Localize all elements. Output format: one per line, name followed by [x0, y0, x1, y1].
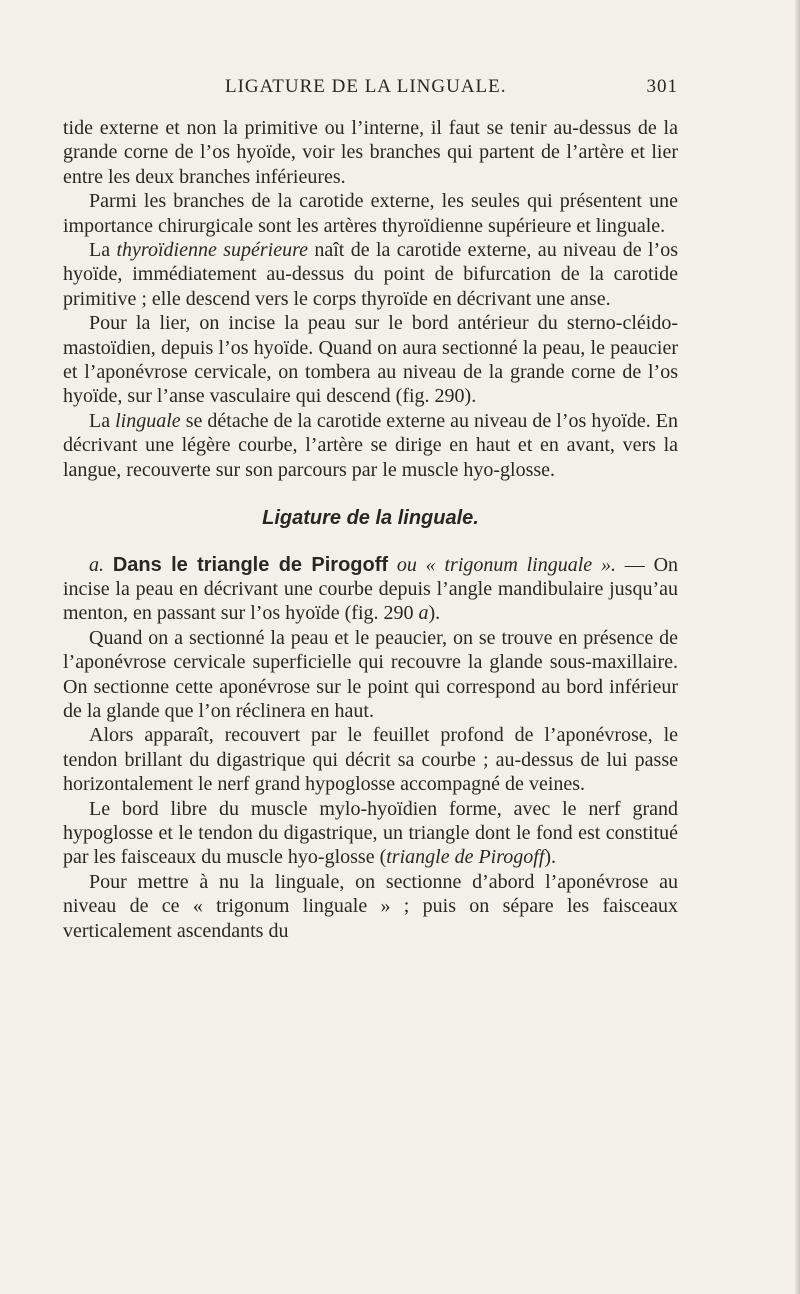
page-edge-shadow	[794, 0, 800, 1294]
paragraph-4: Pour la lier, on incise la peau sur le bord antérieur du sterno-cléido-mastoïdien, depuis l’os hyoïde. Quand on aura sectionné la peau, le peaucier et l’aponévrose cervicale, on tombera au niveau de la grande corne de l’os hyoïde, sur l’anse vasculaire qui descend (fig. 290).	[63, 312, 678, 408]
figure-letter: a	[418, 602, 429, 625]
paragraph-5-rest: se détache de la carotide externe au niveau de l’os hyoïde. En décrivant une légère courbe, l’artère se dirige en haut et en avant, vers la langue, recouverte sur son parcours par le muscle hyo-glosse.	[63, 409, 678, 481]
paragraph-6-ou: ou	[388, 553, 426, 576]
term-trigonum-linguale: « trigonum linguale ».	[425, 553, 616, 576]
paragraph-3-start: La	[89, 239, 117, 262]
paragraph-6-end: ).	[428, 602, 441, 625]
paragraph-5-start: La	[89, 409, 116, 432]
running-title: LIGATURE DE LA LINGUALE.	[225, 76, 507, 97]
paragraph-2: Parmi les branches de la carotide externe, les seules qui présentent une importance chirurgicale sont les artères thyroïdienne supérieure et linguale.	[63, 190, 678, 237]
paragraph-7: Quand on a sectionné la peau et le peaucier, on se trouve en présence de l’aponévrose cervicale superficielle qui recouvre la glande sous-maxillaire. On sectionne cette aponévrose sur le point qui correspond au bord inférieur de la glande que l’on réclinera en haut.	[63, 626, 678, 722]
term-triangle-de-pirogoff: triangle de Pirogoff	[386, 846, 545, 869]
paragraph-3-rest: naît de la carotide externe, au niveau de l’os hyoïde, immédiatement au-dessus du point de bifurcation de la carotide primitive ; elle descend vers le corps thyroïde en décrivant une anse.	[63, 239, 679, 310]
page-number: 301	[646, 76, 678, 97]
paragraph-10: Pour mettre à nu la linguale, on sectionne d’abord l’aponévrose au niveau de ce « trigonum linguale » ; puis on sépare les faisceaux verticalement ascendants du	[63, 870, 678, 942]
paragraph-8: Alors apparaît, recouvert par le feuillet profond de l’aponévrose, le tendon brillant du digastrique qui décrit sa courbe ; au-dessus de lui passe horizontalement le nerf grand hypoglosse accompagné de veines.	[63, 724, 678, 796]
paragraph-6-rest: — On incise la peau en décrivant une courbe depuis l’angle mandibulaire jusqu’au menton, en passant sur l’os hyoïde (fig. 290	[63, 553, 679, 625]
paragraph-9	[63, 797, 678, 870]
paragraph-9-end: ).	[544, 846, 557, 869]
page-body	[63, 116, 678, 943]
paragraph-3	[63, 238, 678, 311]
section-title: Ligature de la linguale.	[262, 507, 479, 530]
paragraph-1: tide externe et non la primitive ou l’interne, il faut se tenir au-dessus de la grande corne de l’os hyoïde, voir les branches qui partent de l’artère et lier entre les deux branches inférieures.	[63, 117, 678, 188]
subsection-heading: Dans le triangle de Pirogoff	[112, 553, 389, 576]
paragraph-5	[63, 409, 678, 482]
term-thyroidienne-superieure: thyroïdienne supérieure	[116, 239, 308, 262]
paragraph-9-start: Le bord libre du muscle mylo-hyoïdien forme, avec le nerf grand hypoglosse et le tendon du digastrique, un triangle dont le fond est constitué par les faisceaux du muscle hyo-glosse (	[63, 797, 678, 869]
paragraph-6	[63, 553, 678, 626]
item-letter: a.	[89, 553, 104, 576]
term-linguale: linguale	[115, 409, 181, 432]
